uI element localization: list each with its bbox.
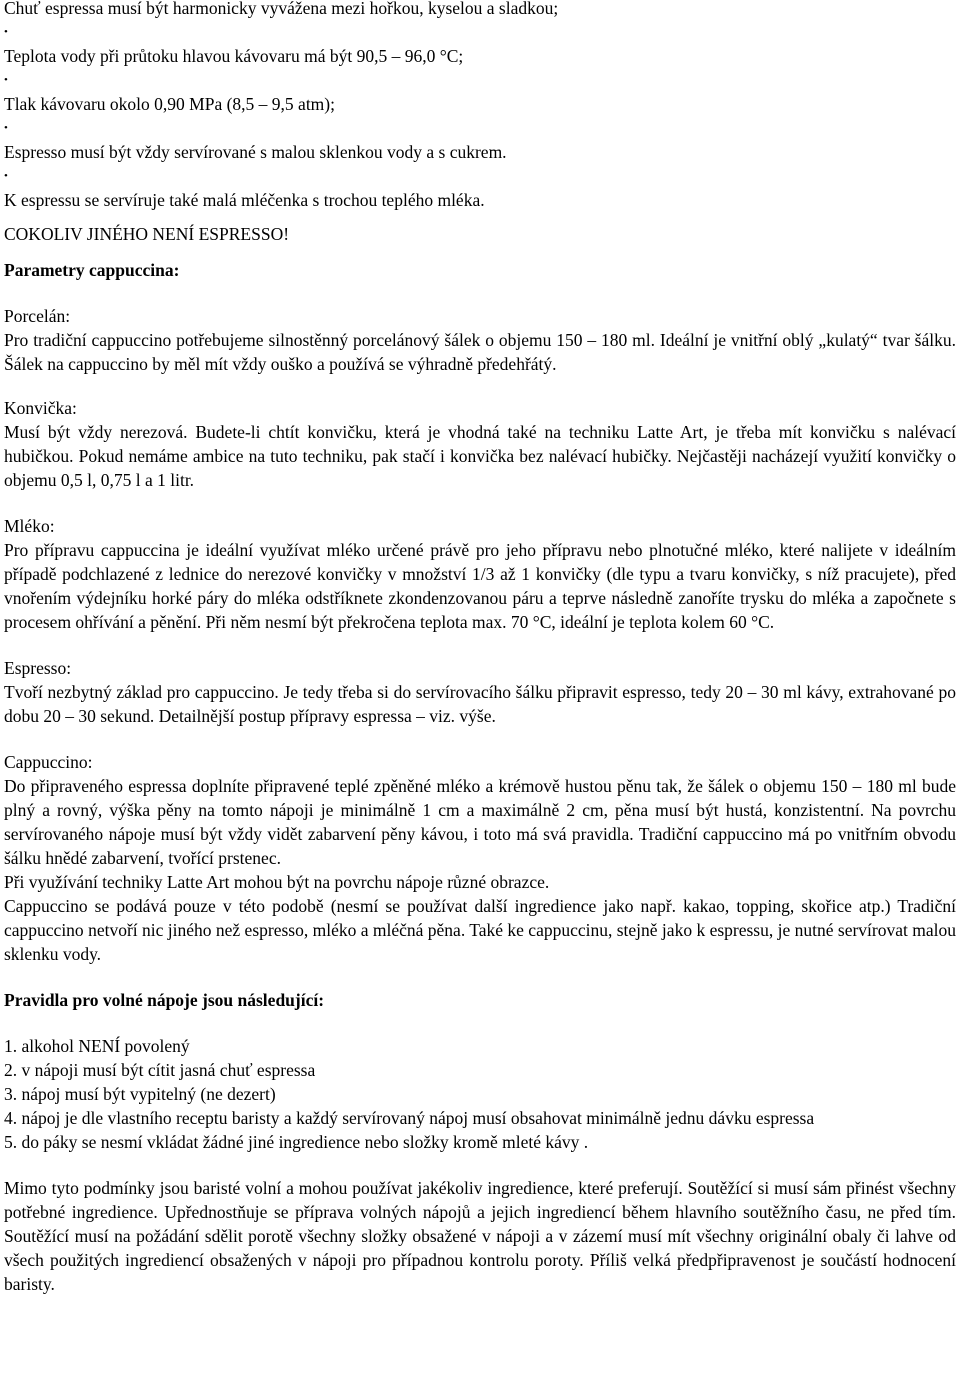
bullet-item-water-temperature <box>4 20 956 68</box>
milk-heading: Mléko: <box>4 516 55 536</box>
bullet-text: Tlak kávovaru okolo 0,90 MPa (8,5 – 9,5 atm); <box>4 94 335 114</box>
rule-item: 1. alkohol NENÍ povolený <box>4 1036 190 1056</box>
spacer <box>4 212 956 222</box>
bullet-icon: • <box>4 26 8 38</box>
spacer <box>4 246 956 258</box>
rule-item: 4. nápoj je dle vlastního receptu baristy a každý servírovaný nápoj musí obsahovat minimálně jednu dávku espressa <box>4 1108 815 1128</box>
notice-text: COKOLIV JINÉHO NENÍ ESPRESSO! <box>4 224 290 244</box>
section-title-free-drinks: Pravidla pro volné nápoje jsou následující: <box>4 990 325 1010</box>
rule-item: 5. do páky se nesmí vkládat žádné jiné ingredience nebo složky kromě mleté kávy . <box>4 1132 589 1152</box>
bullet-icon: • <box>4 74 8 86</box>
porcelain-text: Pro tradiční cappuccino potřebujeme silnostěnný porcelánový šálek o objemu 150 – 180 ml. Ideální je vnitřní oblý „kulatý“ tvar šálku. Šálek na cappuccino by měl mít vždy ouško a používá se výhradně předehřátý. <box>4 330 956 374</box>
spacer <box>4 492 956 514</box>
rule-item: 2. v nápoji musí být cítit jasná chuť espressa <box>4 1060 316 1080</box>
spacer <box>4 1154 956 1176</box>
free-drinks-closing-text: Mimo tyto podmínky jsou baristé volní a mohou používat jakékoliv ingredience, které preferují. Soutěžící si musí sám přinést všechny potřebné ingredience. Upřednostňuje se příprava volných nápojů a jejich ingrediencí během hlavního soutěžního času, ne před tím. Soutěžící musí na požádání sdělit porotě všechny složky obsažené v nápoji a v zázemí musí mít všechny originální obaly či lahve od všech použitých ingrediencí obsažených v nápoji pro případnou kontrolu poroty. Příliš velká předpřipravenost je součástí hodnocení baristy. <box>4 1178 956 1294</box>
spacer <box>4 1012 956 1034</box>
spacer <box>4 966 956 988</box>
section-title-cappuccino-parameters: Parametry cappuccina: <box>4 260 180 280</box>
serving-text: Cappuccino se podává pouze v této podobě (nesmí se používat další ingredience jako např. kakao, topping, skořice atp.) Tradiční cappuccino netvoří nic jiného než espresso, mléko a mléčná pěna. Také ke cappuccinu, stejně jako k espressu, je nutné servírovat malou sklenku vody. <box>4 896 956 964</box>
cappuccino-heading: Cappuccino: <box>4 752 93 772</box>
espresso-text: Tvoří nezbytný základ pro cappuccino. Je tedy třeba si do servírovacího šálku připravit espresso, tedy 20 – 30 ml kávy, extrahované po dobu 20 – 30 sekund. Detailnější postup přípravy espressa – viz. výše. <box>4 682 956 726</box>
pitcher-text: Musí být vždy nerezová. Budete-li chtít konvičku, která je vhodná také na techniku Latte Art, je třeba mít konvičku s nalévací hubičkou. Pokud nemáme ambice na tuto techniku, pak stačí i konvička bez nalévací hubičky. Nejčastěji nacházejí využití konvičky o objemu 0,5 l, 0,75 l a 1 litr. <box>4 422 956 490</box>
bullet-item-taste: Chuť espressa musí být harmonicky vyvážena mezi hořkou, kyselou a sladkou; <box>4 0 559 18</box>
pitcher-heading: Konvička: <box>4 398 77 418</box>
bullet-icon: • <box>4 170 8 182</box>
milk-text: Pro přípravu cappuccina je ideální využívat mléko určené právě pro jeho přípravu nebo plnotučné mléko, které nalijete v ideálním případě podchlazené z lednice do nerezové konvičky v množství 1/3 až 1 konvičky (dle typu a tvaru konvičky, s níž pracujete), před vnořením výdejníku horké páry do mléka odstříknete zkondenzovanou páru a teprve následně zanoříte trysku do mléka a započnete s procesem ohřívání a pěnění. Při něm nesmí být překročena teplota max. 70 °C, ideální je teplota kolem 60 °C. <box>4 540 956 632</box>
bullet-item-pressure <box>4 68 956 116</box>
bullet-text: K espressu se servíruje také malá mléčenka s trochou teplého mléka. <box>4 190 485 210</box>
rule-item: 3. nápoj musí být vypitelný (ne dezert) <box>4 1084 276 1104</box>
bullet-item-milk <box>4 164 956 212</box>
bullet-text: Teplota vody při průtoku hlavou kávovaru má být 90,5 – 96,0 °C; <box>4 46 464 66</box>
spacer <box>4 376 956 396</box>
bullet-text: Espresso musí být vždy servírované s malou sklenkou vody a s cukrem. <box>4 142 507 162</box>
spacer <box>4 282 956 304</box>
latte-art-text: Při využívání techniky Latte Art mohou být na povrchu nápoje různé obrazce. <box>4 872 550 892</box>
espresso-heading: Espresso: <box>4 658 72 678</box>
spacer <box>4 728 956 750</box>
cappuccino-text: Do připraveného espressa doplníte připravené teplé zpěněné mléko a krémově hustou pěnu tak, že šálek o objemu 150 – 180 ml bude plný a rovný, výška pěny na tomto nápoji je minimálně 1 cm a maximálně 2 cm, pěna musí být hustá, konzistentní. Na povrchu servírovaného nápoje musí být vždy vidět zabarvení pěny kávou, i toto má svá pravidla. Tradiční cappuccino má po vnitřním obvodu šálku hnědé zabarvení, tvořící prstenec. <box>4 776 956 868</box>
spacer <box>4 634 956 656</box>
bullet-item-water-glass <box>4 116 956 164</box>
bullet-icon: • <box>4 122 8 134</box>
porcelain-heading: Porcelán: <box>4 306 71 326</box>
